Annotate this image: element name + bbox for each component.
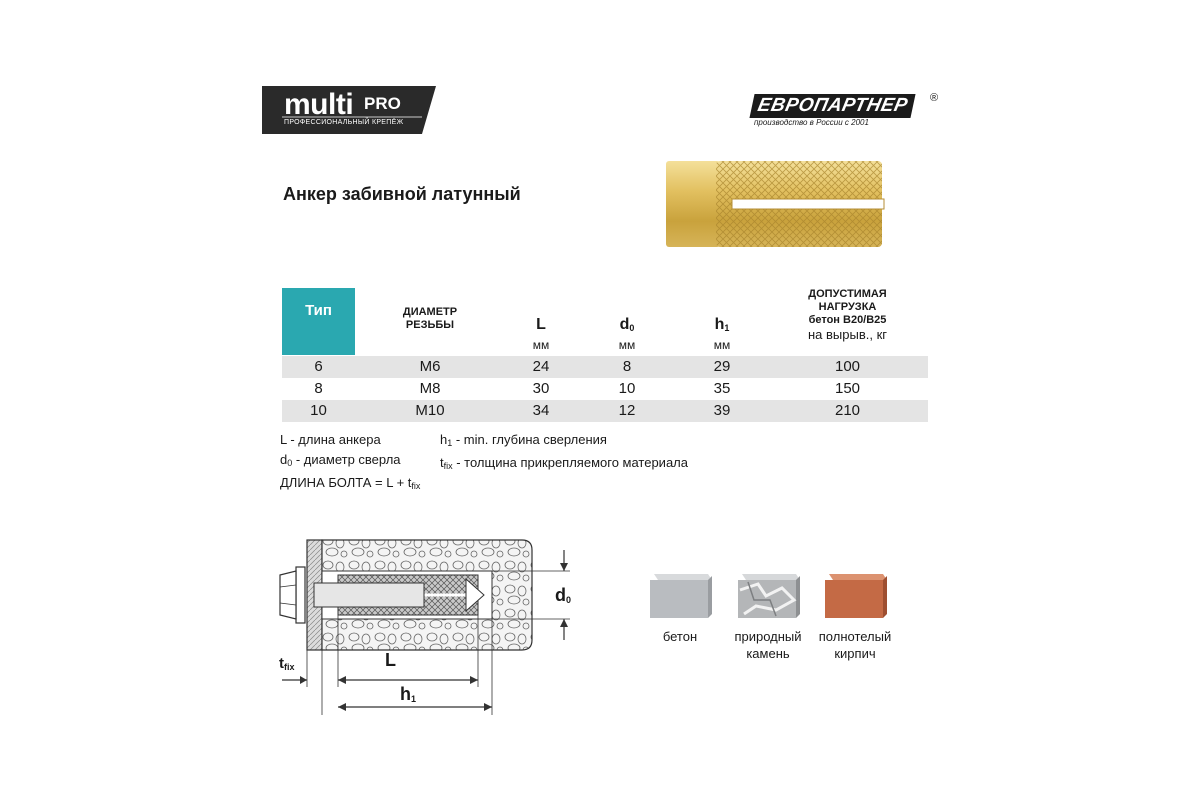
installation-diagram xyxy=(270,535,590,720)
europartner-logo-subtitle: производство в России с 2001 xyxy=(754,118,869,127)
multipro-logo-tagline: ПРОФЕССИОНАЛЬНЫЙ КРЕПЁЖ xyxy=(284,119,404,126)
spec-table xyxy=(282,288,928,424)
legend-d0: $d_0$ - диаметр сверла xyxy=(280,452,401,468)
dim-label-h1: $h_1$ xyxy=(400,684,417,704)
brass-anchor-image xyxy=(660,155,890,255)
legend-left xyxy=(280,430,420,496)
page-title: Анкер забивной латунный xyxy=(283,184,521,204)
solid-brick-icon xyxy=(823,570,889,622)
header-d0: $d_0$ xyxy=(619,316,635,333)
legend-h1: $h_1$ - min. глубина сверления xyxy=(440,432,607,448)
table-row: 6 M6 24 8 29 100 xyxy=(282,356,928,378)
dim-label-tfix: $t_{fix}$ xyxy=(279,655,295,672)
header-L: L xyxy=(536,316,546,333)
header-h1-unit: мм xyxy=(713,338,731,352)
table-row: 10 M10 34 12 39 210 xyxy=(282,400,928,422)
material-label-concrete: бетон xyxy=(662,629,698,644)
table-row: 8 M8 30 10 35 150 xyxy=(314,380,861,397)
header-thread-diameter: ДИАМЕТР РЕЗЬБЫ xyxy=(402,306,458,331)
concrete-block-icon xyxy=(648,570,714,622)
europartner-logo-word: ЕВРОПАРТНЕР xyxy=(749,94,915,118)
header-d0-unit: мм xyxy=(618,338,636,352)
legend-tfix: $t_{fix}$ - толщина прикрепляемого материала xyxy=(440,455,688,471)
material-label-solid-brick: полнотелый кирпич xyxy=(818,629,892,661)
multipro-logo-pro: PRO xyxy=(364,94,401,113)
legend-right xyxy=(440,430,688,476)
dim-label-L: L xyxy=(385,650,396,670)
dim-label-d0: $d_0$ xyxy=(555,585,572,605)
material-label-natural-stone: природный камень xyxy=(734,629,802,661)
header-type: Тип xyxy=(282,288,355,355)
multipro-logo-word: multi xyxy=(284,88,354,121)
header-L-unit: мм xyxy=(532,338,550,352)
legend-L: L - длина анкера xyxy=(280,432,381,447)
header-h1: $h_1$ xyxy=(714,316,730,333)
legend-bolt: ДЛИНА БОЛТА = $L + t_{fix}$ xyxy=(280,475,421,491)
europartner-logo-reg: ® xyxy=(930,92,939,104)
multipro-logo xyxy=(262,86,436,134)
header-load: ДОПУСТИМАЯ НАГРУЗКА бетон B20/B25 на вырыв., кг xyxy=(807,288,887,342)
natural-stone-icon xyxy=(736,570,802,622)
europartner-logo xyxy=(752,94,952,134)
